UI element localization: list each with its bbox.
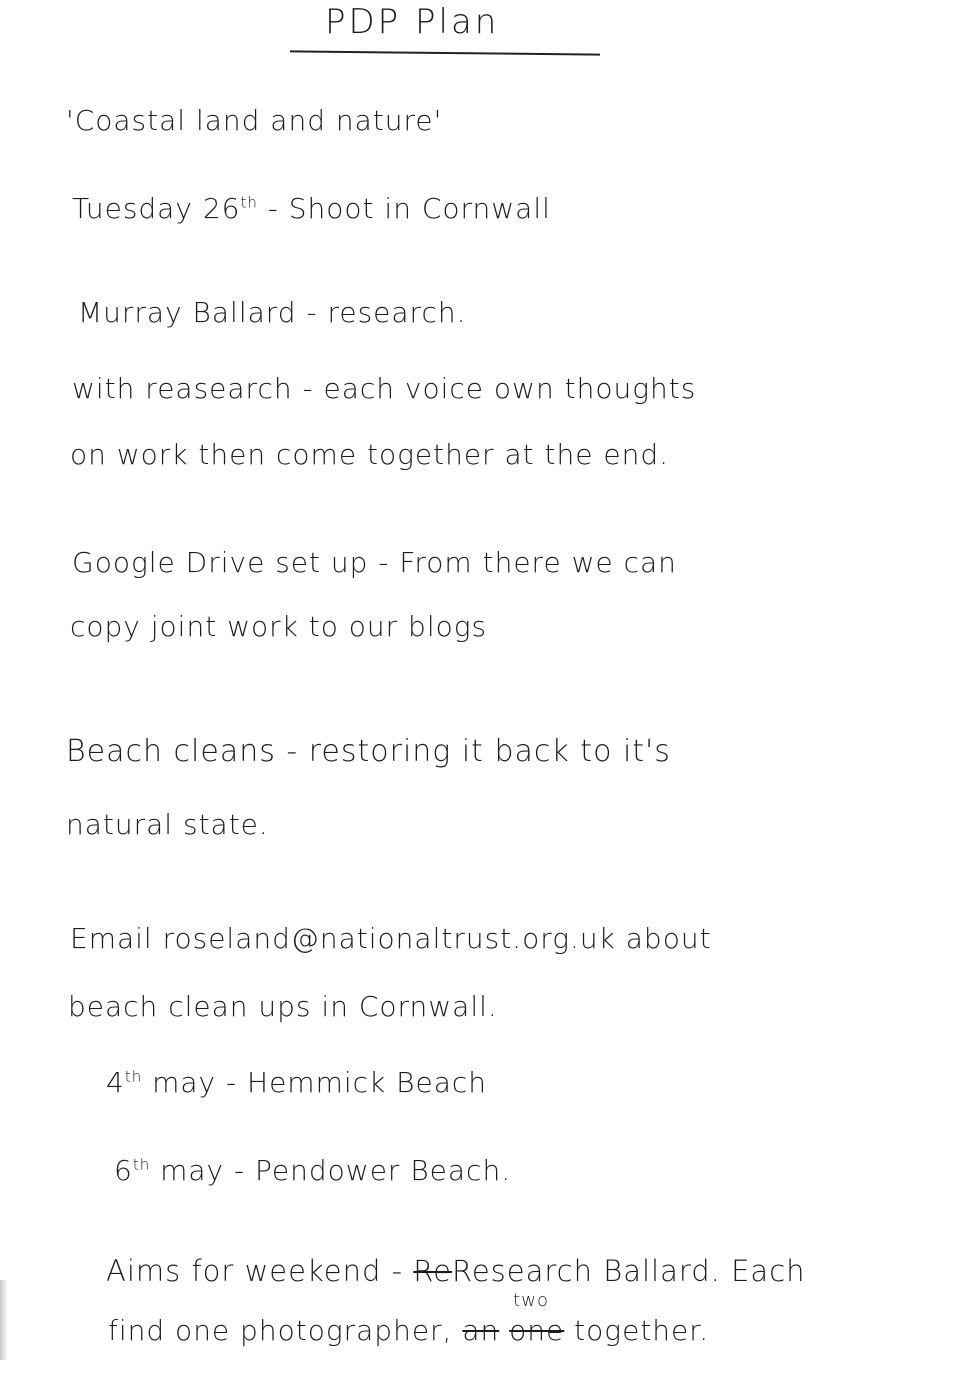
aims-line-1	[106, 1254, 806, 1288]
shoot-sup: th	[240, 193, 258, 212]
aims1-b: Research Ballard. Each	[451, 1254, 806, 1288]
voice-line-2: on work then come together at the end.	[70, 438, 669, 471]
email-line-2: beach clean ups in Cornwall.	[68, 990, 498, 1023]
aims2-a: find one photographer,	[108, 1314, 463, 1347]
title-underline	[290, 50, 600, 55]
date1-num: 4	[106, 1066, 125, 1099]
date1-sup: th	[124, 1067, 143, 1086]
page-title: PDP Plan	[325, 2, 500, 42]
aims2-strike-1: an	[462, 1314, 500, 1347]
aims-line-2	[108, 1290, 710, 1347]
scan-edge-shadow	[0, 1280, 8, 1360]
aims2-b: together.	[564, 1314, 710, 1347]
date2-num: 6	[114, 1154, 133, 1187]
beach-line-1: Beach cleans - restoring it back to it's	[66, 734, 671, 769]
aims2-above: two	[513, 1290, 549, 1311]
research-line: Murray Ballard - research.	[78, 296, 467, 329]
shoot-rest: - Shoot in Cornwall	[257, 192, 551, 225]
voice-line-1: with reasearch - each voice own thoughts	[72, 372, 697, 405]
drive-line-2: copy joint work to our blogs	[70, 610, 488, 643]
shoot-line	[72, 192, 551, 225]
theme-line: 'Coastal land and nature'	[66, 104, 443, 137]
drive-line-1: Google Drive set up - From there we can	[72, 546, 677, 579]
date-line-2	[114, 1154, 511, 1187]
date-line-1	[106, 1066, 487, 1099]
date2-rest: may - Pendower Beach.	[150, 1154, 512, 1187]
email-line-1: Email roseland@nationaltrust.org.uk about	[70, 922, 712, 955]
beach-line-2: natural state.	[66, 808, 269, 841]
aims1-a: Aims for weekend -	[106, 1254, 414, 1288]
date2-sup: th	[132, 1155, 151, 1174]
aims2-strike-2: one	[509, 1314, 565, 1347]
date1-rest: may - Hemmick Beach	[142, 1066, 488, 1099]
aims2-corrected-word	[509, 1290, 565, 1347]
aims1-strike: Re	[413, 1254, 452, 1288]
shoot-day: Tuesday 26	[72, 192, 241, 225]
